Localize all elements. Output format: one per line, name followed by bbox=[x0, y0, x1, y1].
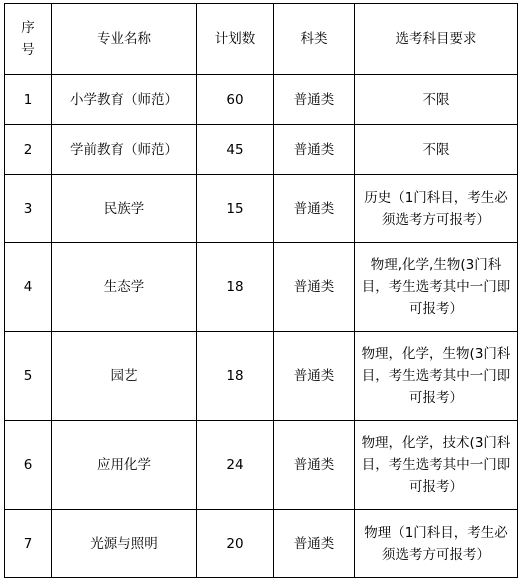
row-no: 7 bbox=[5, 510, 52, 578]
row-no: 2 bbox=[5, 125, 52, 175]
row-major: 生态学 bbox=[52, 243, 197, 332]
row-no: 1 bbox=[5, 75, 52, 125]
table-row bbox=[5, 175, 518, 243]
row-type: 普通类 bbox=[274, 510, 355, 578]
row-plan: 60 bbox=[197, 75, 274, 125]
header-requirement: 选考科目要求 bbox=[355, 4, 518, 75]
row-requirement: 不限 bbox=[355, 75, 518, 125]
row-requirement: 物理，化学，生物(3门科目，考生选考其中一门即可报考） bbox=[355, 332, 518, 421]
row-plan: 15 bbox=[197, 175, 274, 243]
admission-plan-table bbox=[4, 3, 518, 578]
row-major: 小学教育（师范） bbox=[52, 75, 197, 125]
row-plan: 45 bbox=[197, 125, 274, 175]
row-requirement: 物理（1门科目，考生必须选考方可报考） bbox=[355, 510, 518, 578]
row-type: 普通类 bbox=[274, 421, 355, 510]
header-plan: 计划数 bbox=[197, 4, 274, 75]
row-requirement: 物理，化学，技术(3门科目，考生选考其中一门即可报考） bbox=[355, 421, 518, 510]
table-row bbox=[5, 125, 518, 175]
header-major: 专业名称 bbox=[52, 4, 197, 75]
row-no: 5 bbox=[5, 332, 52, 421]
header-type: 科类 bbox=[274, 4, 355, 75]
row-major: 学前教育（师范） bbox=[52, 125, 197, 175]
row-requirement: 不限 bbox=[355, 125, 518, 175]
row-type: 普通类 bbox=[274, 332, 355, 421]
row-requirement: 历史（1门科目，考生必须选考方可报考） bbox=[355, 175, 518, 243]
table-row bbox=[5, 75, 518, 125]
row-major: 应用化学 bbox=[52, 421, 197, 510]
row-no: 4 bbox=[5, 243, 52, 332]
row-plan: 18 bbox=[197, 332, 274, 421]
row-type: 普通类 bbox=[274, 243, 355, 332]
row-type: 普通类 bbox=[274, 175, 355, 243]
row-plan: 18 bbox=[197, 243, 274, 332]
row-requirement: 物理,化学,生物(3门科目，考生选考其中一门即可报考） bbox=[355, 243, 518, 332]
table-row bbox=[5, 243, 518, 332]
table-header-row bbox=[5, 4, 518, 75]
row-major: 园艺 bbox=[52, 332, 197, 421]
row-plan: 24 bbox=[197, 421, 274, 510]
table-row bbox=[5, 510, 518, 578]
table-row bbox=[5, 421, 518, 510]
row-type: 普通类 bbox=[274, 75, 355, 125]
row-major: 民族学 bbox=[52, 175, 197, 243]
row-no: 3 bbox=[5, 175, 52, 243]
table-row bbox=[5, 332, 518, 421]
header-no: 序 号 bbox=[5, 4, 52, 75]
row-major: 光源与照明 bbox=[52, 510, 197, 578]
row-plan: 20 bbox=[197, 510, 274, 578]
row-no: 6 bbox=[5, 421, 52, 510]
row-type: 普通类 bbox=[274, 125, 355, 175]
